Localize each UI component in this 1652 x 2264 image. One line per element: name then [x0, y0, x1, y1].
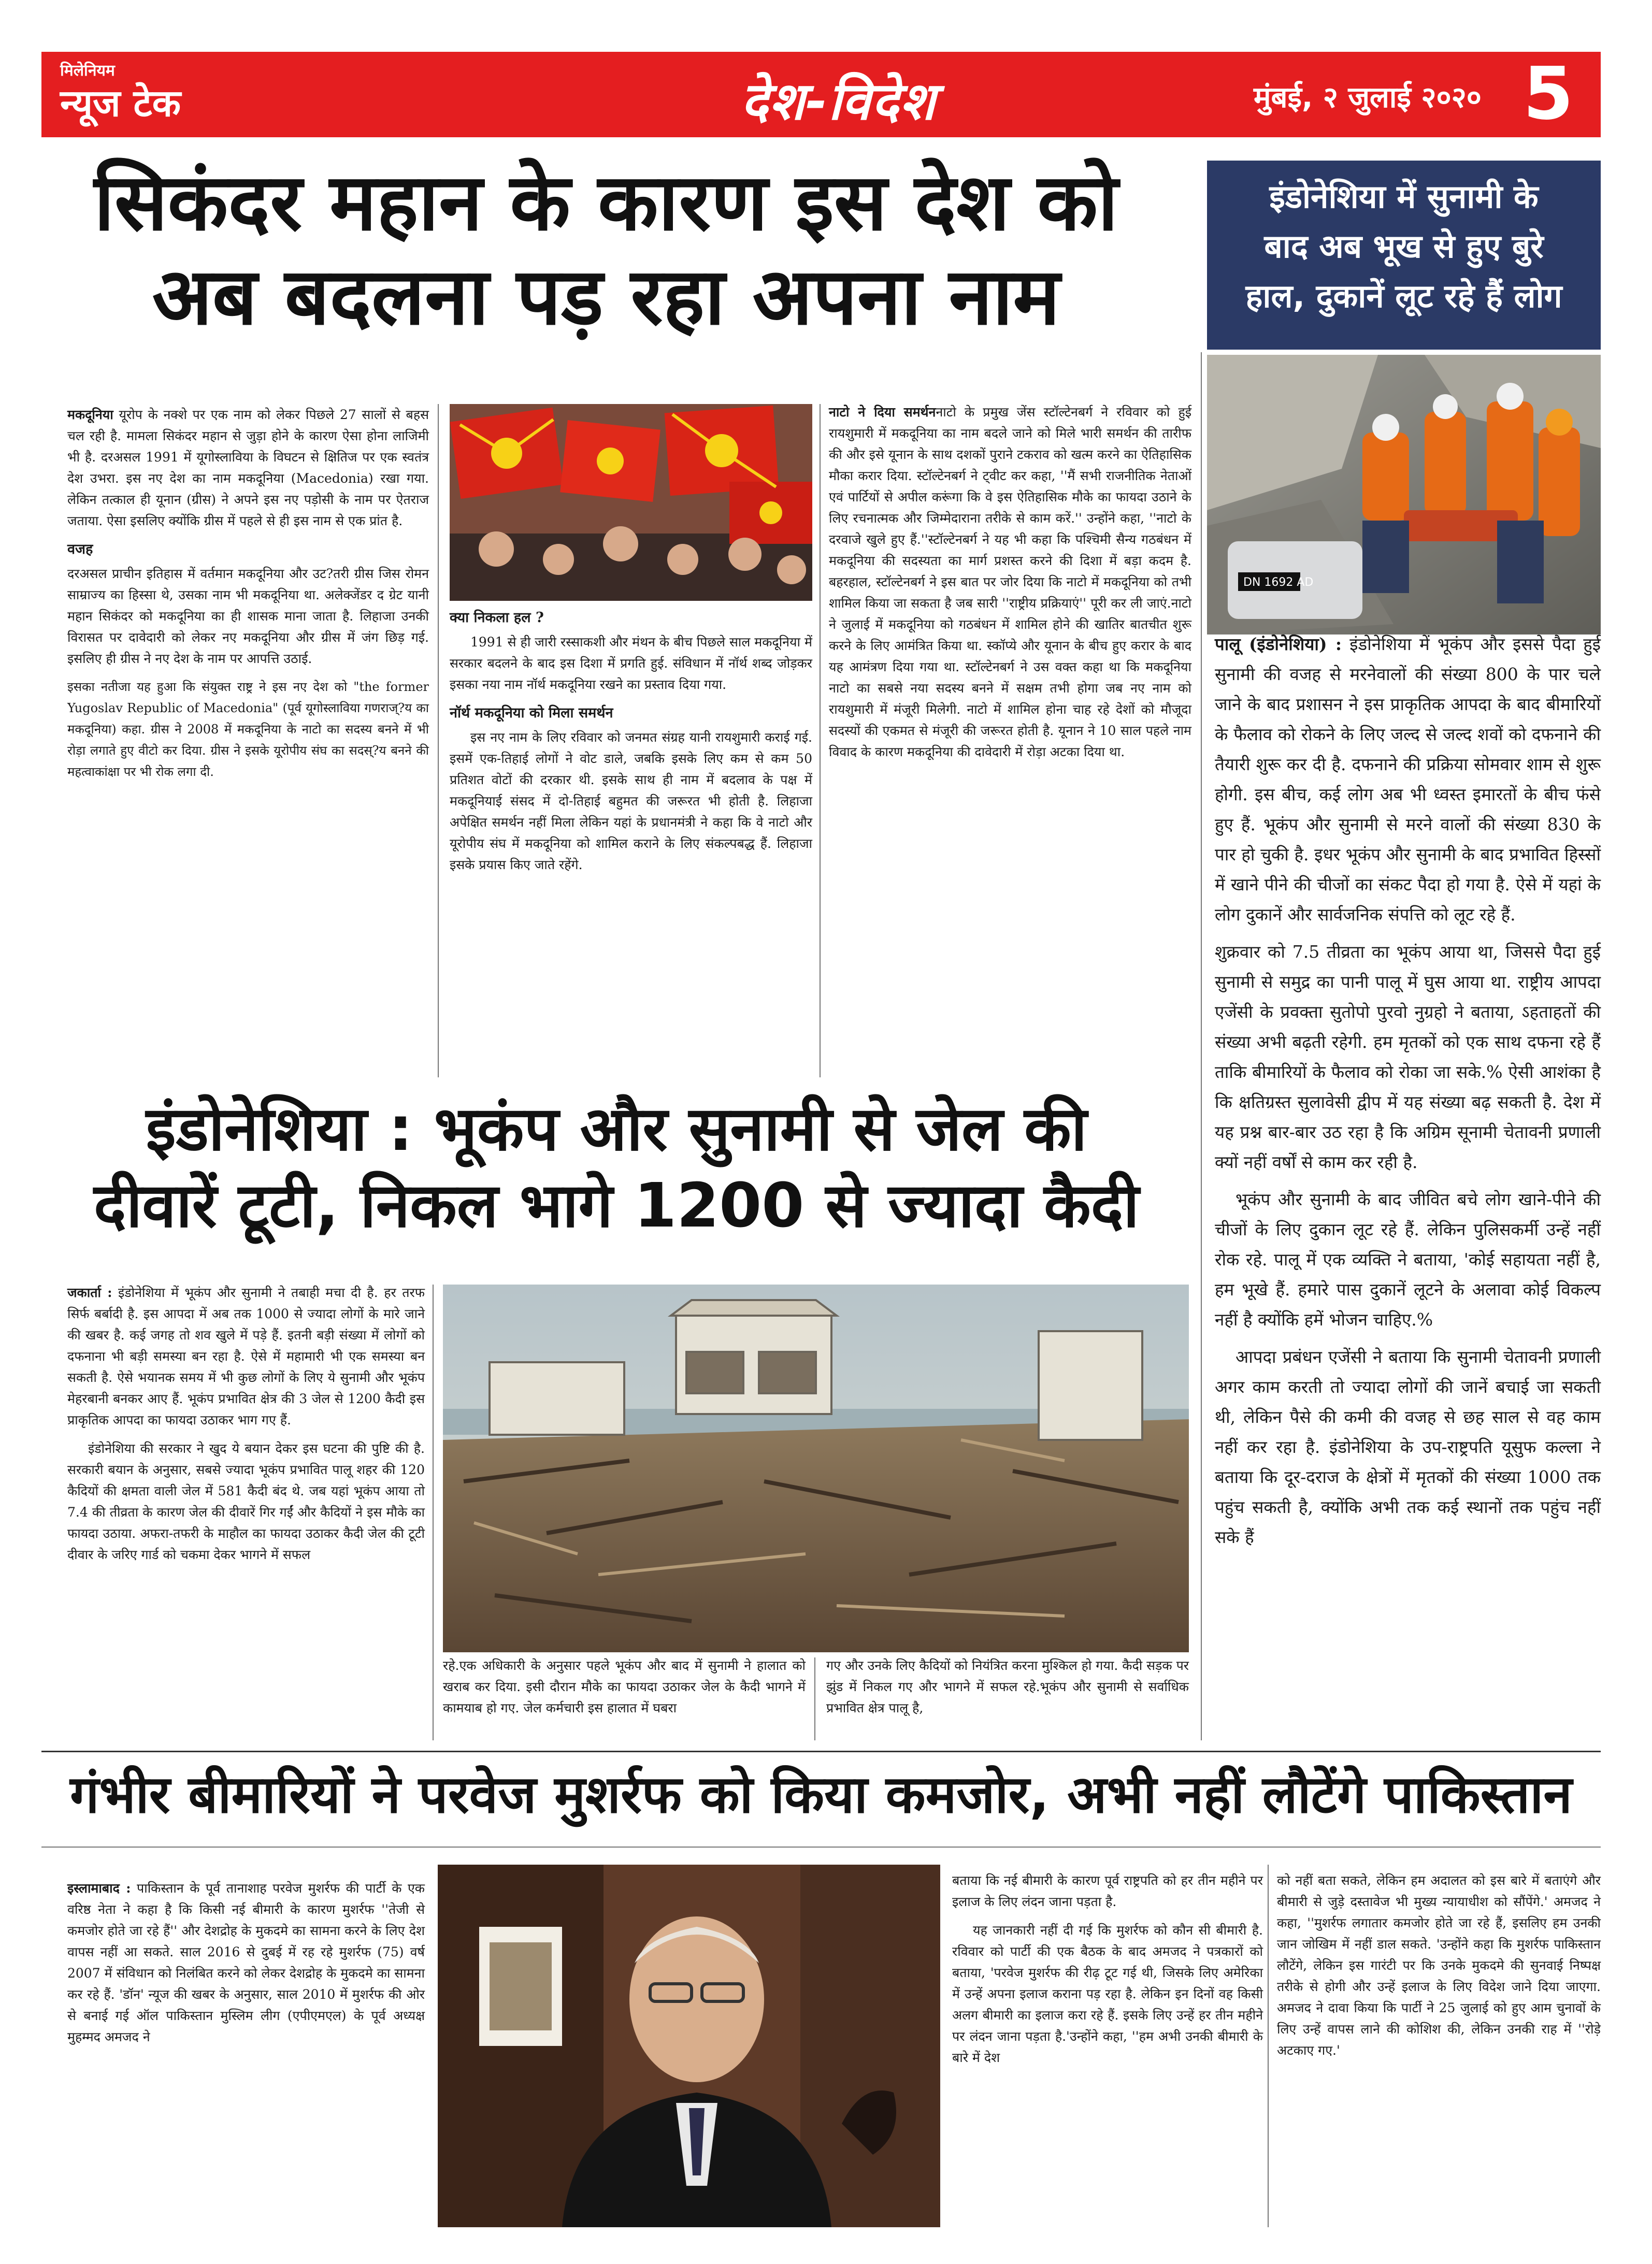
story1-subheading-solution: क्या निकला हल ?: [450, 610, 544, 626]
story4-column-3: [1277, 1870, 1601, 2068]
story3-lead: जकार्ता :: [67, 1285, 112, 1300]
story4-headline: गंभीर बीमारियों ने परवेज मुशर्रफ को किया कमजोर, अभी नहीं लौटेंगे पाकिस्तान: [70, 1764, 1572, 1825]
story2-paragraph: आपदा प्रबंधन एजेंसी ने बताया कि सुनामी चेतावनी प्रणाली अगर काम करती तो ज्यादा लोगों की जानें बचाई जा सकती थी, लेकिन पैसे की कमी की वजह से छह साल से वह काम नहीं कर रहा है. इंडोनेशिया के उप-राष्ट्रपति यूसुफ कल्ला ने बताया कि दूर-दराज के क्षेत्रों में मृतकों की संख्या 1000 तक पहुंच सकती है, क्योंकि अभी तक कई स्थानों तक पहुंच नहीं सके हैं: [1215, 1347, 1601, 1547]
story2-headline-line3: हाल, दुकानें लूट रहे हैं लोग: [1245, 277, 1562, 315]
story1-paragraph: 1991 से ही जारी रस्साकशी और मंथन के बीच पिछले साल मकदूनिया में सरकार बदलने के बाद इस दिशा में प्रगति हुई. संविधान में नॉर्थ शब्द जोड़कर इसका नया नाम नॉर्थ मकदूनिया रखने का प्रस्ताव दिया गया.: [450, 635, 812, 692]
brand-tagline: मिलेनियम: [60, 62, 115, 80]
story1-paragraph: नाटो के प्रमुख जेंस स्टॉल्टेनबर्ग ने रविवार को हुई रायशुमारी में मकदूनिया का नाम बदले जाने को मिले भारी समर्थन की तारीफ की और इसे यूनान के साथ दशकों पुराने टकराव को खत्म करने का ऐतिहासिक मौका करार दिया. स्टॉल्टेनबर्ग ने ट्वीट कर कहा, ''मैं सभी राजनीतिक नेताओं एवं पार्टियों से अपील करूंगा कि वे इस ऐतिहासिक मौके का फायदा उठाने के लिए रचनात्मक और जिम्मेदाराना तरीके से काम करें.'' उन्होंने कहा, ''नाटो के दरवाजे खुले हुए हैं.''स्टॉल्टेनबर्ग ने यह भी कहा कि पश्चिमी सैन्य गठबंधन में मकदूनिया की सदस्यता का मार्ग प्रशस्त करने की दिशा में बड़ा कदम है. बहरहाल, स्टॉल्टेनबर्ग ने इस बात पर जोर दिया कि नाटो में मकदूनिया को तभी शामिल किया जा सकता है जब सारी ''राष्ट्रीय प्रक्रियाएं'' पूरी कर ली जाएं.नाटो ने जुलाई में मकदूनिया को गठबंधन में शामिल होने की खातिर बातचीत शुरू करने के लिए आमंत्रित किया था. स्कॉप्ये और यूनान के बीच हुए करार के बाद यह आमंत्रण दिया गया था. स्टॉल्टेनबर्ग ने उस वक्त कहा था कि मकदूनिया नाटो का सबसे नया सदस्य बनने में सक्षम तभी होगा जब नए नाम को रायशुमारी में मंजूरी मिलेगी. नाटो में शामिल होना चाह रहे देशों को मौजूदा सदस्यों की एकमत से मंजूरी की जरूरत होती है. यूनान ने 10 साल पहले नाम विवाद के कारण मकदूनिया की दावेदारी में रोड़ा अटका दिया था.: [829, 405, 1191, 759]
story1-column-1: [67, 404, 429, 790]
story1-headline: [41, 155, 1171, 344]
dateline: मुंबई, २ जुलाई २०२०: [1254, 81, 1482, 114]
story2-lead: पालू (इंडोनेशिया) :: [1215, 634, 1342, 654]
story3-paragraph: रहे.एक अधिकारी के अनुसार पहले भूकंप और बाद में सुनामी ने हालात को खराब कर दिया. इसी दौरान मौके का फायदा उठाकर जेल के कैदी भागने में कामयाब हो गए. जेल कर्मचारी इस हालात में घबरा: [443, 1658, 806, 1715]
story3-headline-line1: इंडोनेशिया : भूकंप और सुनामी से जेल की: [146, 1093, 1087, 1164]
story4-lead: इस्लामाबाद :: [67, 1881, 131, 1896]
story3-column-1: [67, 1282, 425, 1573]
section-title: देश-विदेश: [741, 71, 937, 132]
story3-paragraph: इंडोनेशिया की सरकार ने खुद ये बयान देकर इस घटना की पुष्टि की है. सरकारी बयान के अनुसार, सबसे ज्यादा भूकंप प्रभावित पालू शहर की 120 कैदियों की क्षमता वाली जेल में 581 कैदी बंद थे. जब यहां भूकंप आया तो 7.4 की तीव्रता के कारण जेल की दीवारें गिर गईं और कैदियों ने इस मौके का फायदा उठाया. अफरा-तफरी के माहौल का फायदा उठाकर कैदी जेल की टूटी दीवार के जरिए गार्ड को चकमा देकर भागने में सफल: [67, 1441, 425, 1562]
musharraf-photo: [438, 1865, 940, 2227]
column-divider: [820, 404, 821, 1077]
story2-headline-box: [1207, 161, 1601, 350]
column-divider: [438, 404, 439, 1077]
story2-paragraph: भूकंप और सुनामी के बाद जीवित बचे लोग खाने-पीने की चीजों के लिए दुकान लूट रहे हैं. लेकिन पुलिसकर्मी उन्हें नहीं रोक रहे. पालू में एक व्यक्ति ने बताया, 'कोई सहायता नहीं है, हम भूखे हैं. हमारे पास दुकानें लूटने के अलावा कोई विकल्प नहीं है क्योंकि हमें भोजन चाहिए.%: [1215, 1189, 1601, 1330]
story1-paragraph: इस नए नाम के लिए रविवार को जनमत संग्रह यानी रायशुमारी कराई गई. इसमें एक-तिहाई लोगों ने वोट डाले, जबकि इसके लिए कम से कम 50 प्रतिशत वोटों की दरकार थी. इसके साथ ही नाम में बदलाव के पक्ष में मकदूनियाई संसद में दो-तिहाई बहुमत की जरूरत भी होती है. लिहाजा अपेक्षित समर्थन नहीं मिला लेकिन यहां के प्रधानमंत्री ने कहा कि वे नाटो और यूरोपीय संघ में मकदूनिया को शामिल कराने के लिए संकल्पबद्ध हैं. लिहाजा इसके प्रयास किए जाते रहेंगे.: [450, 730, 812, 872]
story3-headline: [41, 1090, 1191, 1244]
story4-paragraph: को नहीं बता सकते, लेकिन हम अदालत को इस बारे में बताएंगे और बीमारी से जुड़े दस्तावेज भी मुख्य न्यायाधीश को सौंपेंगे.' अमजद ने कहा, ''मुशर्रफ लगातार कमजोर होते जा रहे हैं, इसलिए हम उनकी जान जोखिम में नहीं डाल सकते. 'उन्होंने कहा कि मुशर्रफ पाकिस्तान लौटेंगे, लेकिन इस गारंटी पर कि उनके मुकदमे की सुनवाई निष्पक्ष तरीके से होगी और उन्हें इलाज के लिए विदेश जाने दिया जाएगा. अमजद ने दावा किया कि पार्टी ने 25 जुलाई को हुए आम चुनावों के लिए उन्हें वापस लाने की कोशिश की, लेकिन उनकी राह में ''रोड़े अटकाए गए.': [1277, 1873, 1601, 2058]
story1-headline-line1: सिकंदर महान के कारण इस देश को: [94, 156, 1118, 248]
license-plate: DN 1692 AD: [1243, 576, 1314, 589]
column-divider: [1201, 352, 1202, 1740]
story2-body: [1215, 629, 1601, 1560]
story2-headline: [1207, 161, 1601, 321]
brand-name: न्यूज टेक: [60, 81, 181, 125]
section-rule: [41, 1751, 1601, 1752]
story3-paragraph: गए और उनके लिए कैदियों को नियंत्रित करना मुश्किल हो गया. कैदी सड़क पर झुंड में निकल गए और भागने में सफल रहे.भूकंप और सुनामी से सर्वाधिक प्रभावित क्षेत्र पालू है,: [826, 1658, 1189, 1715]
column-divider: [1268, 1865, 1269, 2227]
story2-paragraph: इंडोनेशिया में भूकंप और इससे पैदा हुई सुनामी की वजह से मरनेवालों की संख्या 800 के पार चले जाने के बाद प्रशासन ने इस प्राकृतिक आपदा के बाद बीमारियों के फैलाव को रोकने के लिए जल्द से जल्द शवों को दफनाने की तैयारी शुरू कर दी है. दफनाने की प्रक्रिया सोमवार शाम से शुरू होगी. इस बीच, कई लोग अब भी ध्वस्त इमारतों के बीच फंसे हुए हैं. भूकंप और सुनामी से मरने वालों की संख्या 830 के पार हो चुकी है. इधर भूकंप और सुनामी के बाद प्रभावित हिस्सों में खाने पीने की चीजों का संकट पैदा हो गया है. ऐसे में यहां के लोग दुकानें और सार्वजनिक संपत्ति को लूट रहे हैं.: [1215, 634, 1601, 925]
story1-subheading-support: नॉर्थ मकदूनिया को मिला समर्थन: [450, 705, 613, 721]
story2-paragraph: शुक्रवार को 7.5 तीव्रता का भूकंप आया था, जिससे पैदा हुई सुनामी से समुद्र का पानी पालू में घुस आया था. राष्ट्रीय आपदा एजेंसी के प्रवक्ता सुतोपो पुरवो नुग्रहो ने बताया, ऽहताहतों की संख्या अभी बढ़ती रहेगी. हम मृतकों को एक साथ दफना रहे हैं ताकि बीमारियों के फैलाव को रोका जा सके.% ऐसी आशंका है कि क्षतिग्रस्त सुलावेसी द्वीप में यह संख्या बढ़ सकती है. देश में यह प्रश्न बार-बार उठ रहा है कि अग्रिम सूनामी चेतावनी प्रणाली क्यों नहीं वर्षों से काम कर रही है.: [1215, 942, 1601, 1172]
masthead-bar: [41, 52, 1601, 137]
story3-headline-line2: दीवारें टूटी, निकल भागे 1200 से ज्यादा कैदी: [94, 1170, 1139, 1241]
page-number: 5: [1523, 52, 1574, 136]
story4-paragraph: बताया कि नई बीमारी के कारण पूर्व राष्ट्रपति को हर तीन महीने पर इलाज के लिए लंदन जाना पड़ता है.: [952, 1873, 1263, 1909]
story1-paragraph: यूरोप के नक्शे पर एक नाम को लेकर पिछले 27 सालों से बहस चल रही है. मामला सिकंदर महान से जुड़ा होने के कारण ऐसा होना लाजिमी भी है. दरअसल 1991 में यूगोस्लाविया के विघटन से क्षितिज पर एक स्वतंत्र देश उभरा. इस नए देश का नाम मकदूनिया (Macedonia) रखा गया. लेकिन तत्काल ही यूनान (ग्रीस) ने अपने इस नए पड़ोसी के नाम पर ऐतराज जताया. ऐसा इसलिए क्योंकि ग्रीस में पहले से ही इस नाम से एक प्रांत है.: [67, 407, 429, 528]
story1-subheading-reason: वजह: [67, 541, 93, 557]
column-divider: [433, 1285, 434, 1740]
story1-headline-line2: अब बदलना पड़ रहा अपना नाम: [152, 251, 1060, 343]
section-rule: [41, 1847, 1601, 1848]
story4-paragraph: यह जानकारी नहीं दी गई कि मुशर्रफ को कौन सी बीमारी है. रविवार को पार्टी की एक बैठक के बाद अमजद ने पत्रकारों को बताया, 'परवेज मुशर्रफ की रीढ़ टूट गई थी, जिसके लिए अमेरिका में उन्हें अपना इलाज कराना पड़ रहा है. लेकिन इन दिनों वह किसी अलग बीमारी का इलाज करा रहे हैं. इसके लिए उन्हें हर तीन महीने पर लंदन जाना पड़ता है.'उन्होंने कहा, ''हम अभी उनकी बीमारी के बारे में देश: [952, 1923, 1263, 2065]
story3-column-3: [826, 1655, 1189, 1726]
story1-column-2: [450, 607, 812, 883]
story1-paragraph: इसका नतीजा यह हुआ कि संयुक्त राष्ट्र ने इस नए देश को "the former Yugoslav Republic of Macedonia" (पूर्व यूगोस्लाविया गणराज्?य का मकदूनिया) कहा. ग्रीस ने 2008 में मकदूनिया के नाटो का सदस्य बनने में भी रोड़ा लगाते हुए वीटो कर दिया. ग्रीस ने इसके यूरोपीय संघ का सदस्?य बनने की महत्वाकांक्षा पर भी रोक लगा दी.: [67, 680, 429, 779]
story4-column-2: [952, 1870, 1263, 2075]
rescue-workers-photo: [1207, 355, 1601, 635]
column-divider: [814, 1657, 815, 1740]
story4-column-1: [67, 1878, 425, 2055]
story1-column-3: [829, 401, 1191, 770]
macedonia-flags-photo: [450, 404, 812, 601]
story1-lead: मकदूनिया: [67, 407, 113, 422]
tsunami-destruction-photo: [443, 1285, 1189, 1652]
story2-headline-line1: इंडोनेशिया में सुनामी के: [1269, 178, 1539, 215]
story3-column-2: [443, 1655, 806, 1726]
story1-paragraph: दरअसल प्राचीन इतिहास में वर्तमान मकदूनिया और उट?तरी ग्रीस जिस रोमन साम्राज्य का हिस्सा थे, उसका नाम भी मकदूनिया था. अलेक्जेंडर द ग्रेट यानी महान सिकंदर को मकदूनिया का ही शासक माना जाता है. लिहाजा उनकी विरासत पर दावेदारी को लेकर नए मकदूनिया और ग्रीस में जंग छिड़ गई. इसलिए ही ग्रीस ने नए देश के नाम पर आपत्ति उठाई.: [67, 566, 429, 666]
story2-headline-line2: बाद अब भूख से हुए बुरे: [1264, 227, 1544, 265]
story3-paragraph: इंडोनेशिया में भूकंप और सुनामी ने तबाही मचा दी है. हर तरफ सिर्फ बर्बादी है. इस आपदा में अब तक 1000 से ज्यादा लोगों के मारे जाने की खबर है. कई जगह तो शव खुले में पड़े हैं. इतनी बड़ी संख्या में लोगों को दफनाना भी बड़ी समस्या बन रहा है. ऐसे में महामारी भी एक समस्या बन सकती है. ऐसे भयानक समय में भी कुछ लोगों के लिए ये सुनामी और भूकंप मेहरबानी बनकर आए हैं. भूकंप प्रभावित क्षेत्र की 3 जेल से 1200 कैदी इस प्राकृतिक आपदा का फायदा उठाकर भाग गए हैं.: [67, 1285, 425, 1427]
story4-paragraph: पाकिस्तान के पूर्व तानाशाह परवेज मुशर्रफ की पार्टी के एक वरिष्ठ नेता ने कहा है कि किसी नई बीमारी के कारण मुशर्रफ ''तेजी से कमजोर होते जा रहे हैं'' और देशद्रोह के मुकदमे का सामना करने के लिए देश वापस नहीं आ सकते. साल 2016 से दुबई में रह रहे मुशर्रफ (75) वर्ष 2007 में संविधान को निलंबित करने को लेकर देशद्रोह के मुकदमे का सामना कर रहे हैं. 'डॉन' न्यूज की खबर के अनुसार, साल 2010 में मुशर्रफ की ओर से बनाई गई ऑल पाकिस्तान मुस्लिम लीग (एपीएमएल) के पूर्व अध्यक्ष मुहम्मद अमजद ने: [67, 1881, 425, 2044]
story1-nato-lead: नाटो ने दिया समर्थन: [829, 405, 936, 420]
